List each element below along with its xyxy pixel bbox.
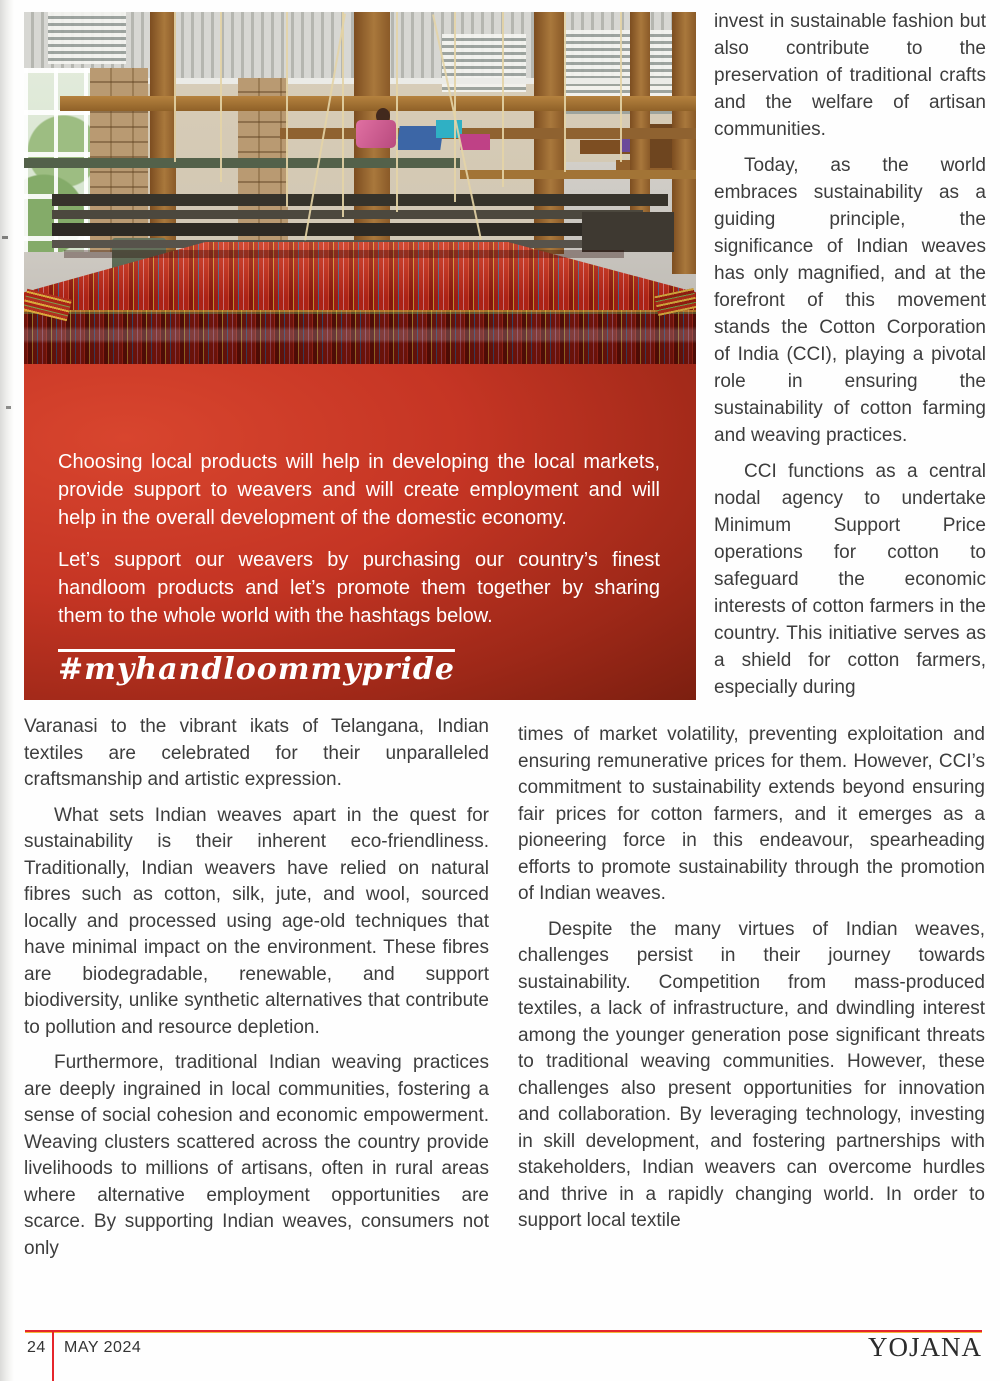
photo-cloth bbox=[356, 120, 396, 148]
red-callout-panel bbox=[24, 364, 696, 700]
photo-beam bbox=[24, 158, 460, 168]
photo-loom-bar bbox=[52, 223, 668, 236]
callout-paragraph-2: Let’s support our weavers by purchasing our country’s finest handloom products and let’s promote them together by sharing them to the whole world with the hashtags below. bbox=[58, 549, 660, 627]
photo-rope bbox=[342, 12, 344, 217]
issue-date: MAY 2024 bbox=[64, 1339, 142, 1356]
column-bottom-left bbox=[24, 714, 489, 1262]
photo-rope bbox=[174, 12, 176, 162]
column-bottom-right bbox=[518, 722, 985, 1235]
photo-loom-block bbox=[582, 212, 674, 252]
photo-loom-bar bbox=[52, 210, 643, 219]
body-paragraph: What sets Indian weaves apart in the quest for sustainability is their inherent eco-friendliness. Traditionally, Indian weavers have relied on natural fibres such as cotton, silk, jute, and wool, sourced locally and processed using age-old techniques that have minimal impact on the environment. These fibres are biodegradable, renewable, and support biodiversity, unlike synthetic alternatives that contribute to pollution and resource depletion. bbox=[24, 804, 489, 1038]
photo-rope bbox=[502, 12, 504, 187]
photo-loom-shadow bbox=[64, 250, 624, 258]
photo-rope bbox=[286, 12, 288, 207]
hashtag-text: #myhandloommypride bbox=[58, 652, 455, 687]
photo-cloth bbox=[460, 134, 490, 150]
photo-roof-vent bbox=[48, 12, 126, 64]
footer-divider bbox=[52, 1331, 54, 1381]
photo-rope bbox=[454, 12, 456, 202]
photo-rope bbox=[396, 12, 398, 212]
scan-mark bbox=[6, 406, 11, 409]
photo-red-warp-threads-dark bbox=[24, 310, 696, 364]
scan-edge-artifact bbox=[0, 0, 14, 1381]
photo-rope bbox=[220, 12, 222, 182]
photo-rope bbox=[564, 12, 566, 172]
body-paragraph: Furthermore, traditional Indian weaving practices are deeply ingrained in local communities, fostering a sense of social cohesion and economic empowerment. Weaving clusters scattered across the country provide livelihoods to millions of artisans, often in rural areas where alternative employment opportunities are scarce. By supporting Indian weaves, consumers not only bbox=[24, 1052, 489, 1259]
footer-rule bbox=[25, 1330, 982, 1333]
body-paragraph: invest in sustainable fashion but also contribute to the preservation of traditional crafts and the welfare of artisan communities. bbox=[714, 11, 986, 140]
column-top-right bbox=[714, 8, 986, 701]
body-paragraph: times of market volatility, preventing exploitation and ensuring remunerative prices for them. However, CCI’s commitment to sustainability extends beyond ensuring fair prices for cotton farmers, and it emerges as a pioneering force in this endeavour, spearheading efforts to promote sustainability through the promotion of Indian weaves. bbox=[518, 724, 985, 904]
photo-loom-bar bbox=[52, 194, 668, 206]
scan-mark bbox=[2, 236, 8, 239]
body-paragraph: Today, as the world embraces sustainability as a guiding principle, the significance of Indian weaves has only magnified, and at the forefront of this movement stands the Cotton Corporation of India (CCI), playing a pivotal role in ensuring the sustainability of cotton farming and weaving practices. bbox=[714, 155, 986, 446]
body-paragraph: Despite the many virtues of Indian weaves, challenges persist in their journey towards sustainability. Competition from mass-produced textiles, a lack of infrastructure, and dwindling interest among the younger generation pose significant threats to traditional weaving communities. However, these challenges also present opportunities for innovation and collaboration. By leveraging technology, investing in skill development, and fostering partnerships with stakeholders, Indian weavers can overcome hurdles and thrive in a rapidly changing world. In order to support local textile bbox=[518, 918, 985, 1231]
callout-paragraph-1: Choosing local products will help in developing the local markets, provide support to weavers and will create employment and will help in the overall development of the domestic economy. bbox=[58, 451, 660, 529]
workshop-photo bbox=[24, 12, 696, 364]
page-number: 24 bbox=[27, 1339, 46, 1356]
photo-beam bbox=[460, 170, 696, 179]
body-paragraph: Varanasi to the vibrant ikats of Telangana, Indian textiles are celebrated for their unparalleled craftsmanship and artistic expression. bbox=[24, 716, 489, 790]
handloom-figure bbox=[24, 12, 696, 700]
body-paragraph: CCI functions as a central nodal agency to undertake Minimum Support Price operations for cotton to safeguard the economic interests of cotton farmers in the country. This initiative serves as a shield for cotton farmers, especially during bbox=[714, 461, 986, 698]
magazine-title: YOJANA bbox=[868, 1332, 982, 1362]
photo-wooden-post bbox=[672, 12, 696, 274]
photo-rope bbox=[620, 12, 622, 162]
